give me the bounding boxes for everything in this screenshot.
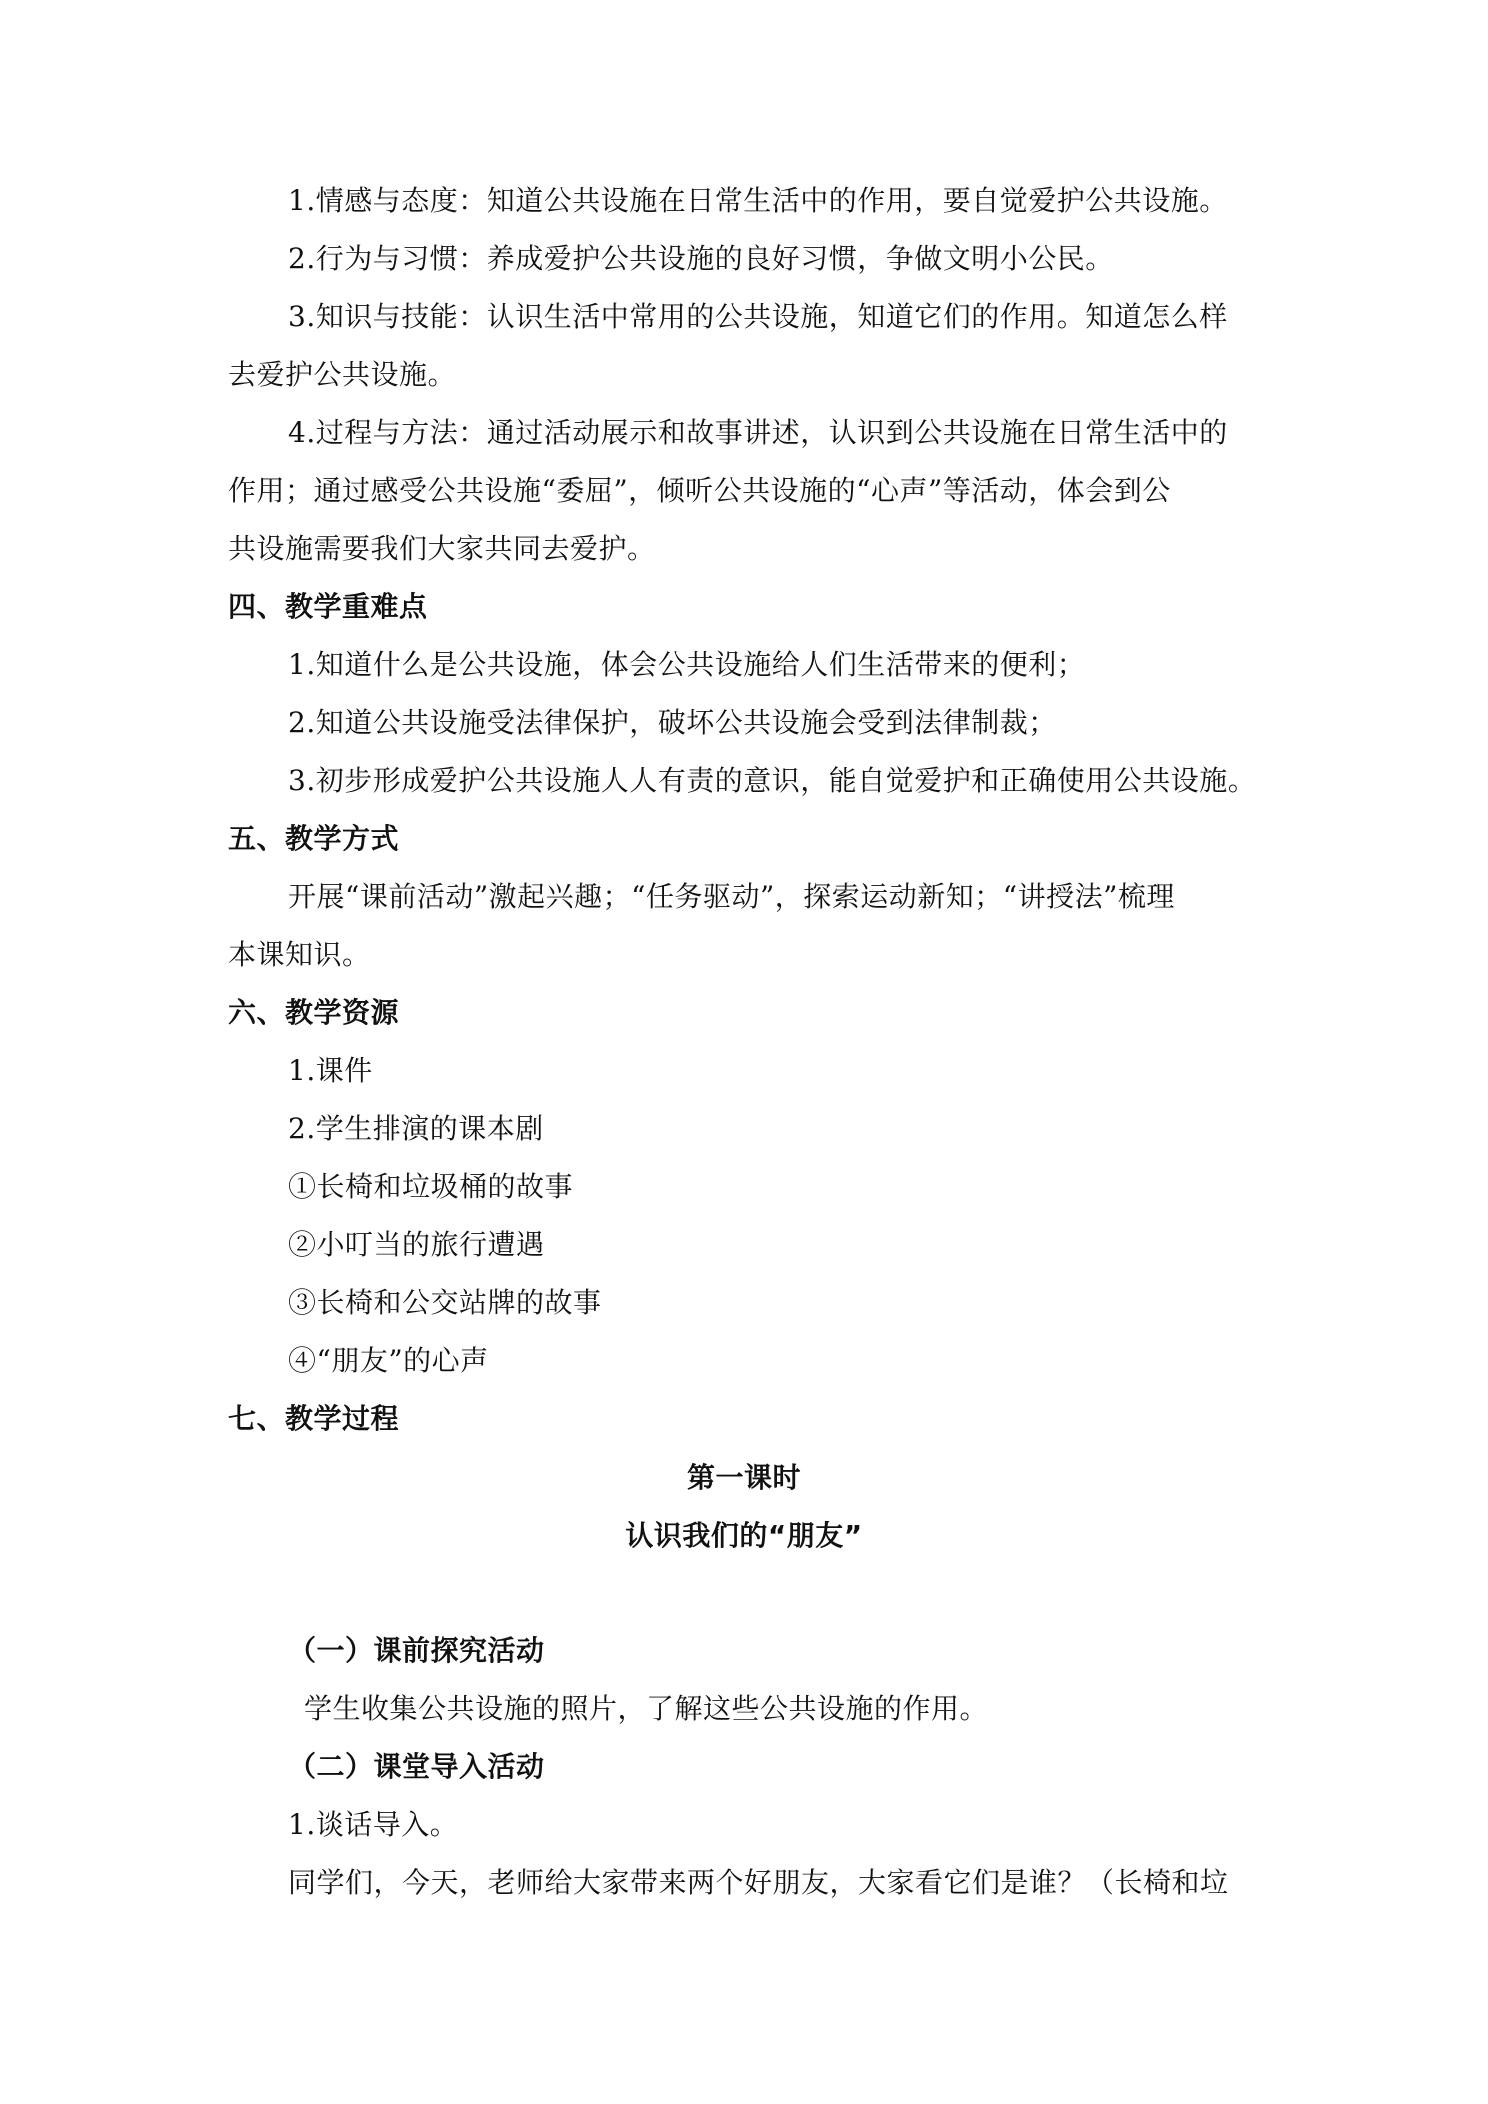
- lesson-title: 第一课时: [686, 1461, 801, 1494]
- objective-item-3-line-1: 3.知识与技能：认识生活中常用的公共设施，知道它们的作用。知道怎么样: [288, 300, 1228, 333]
- resource-item-2: 2.学生排演的课本剧: [288, 1112, 544, 1145]
- objective-item-4-line-1: 4.过程与方法：通过活动展示和故事讲述，认识到公共设施在日常生活中的: [288, 416, 1228, 449]
- part-1-text: 学生收集公共设施的照片，了解这些公共设施的作用。: [304, 1692, 989, 1725]
- part-2-item-1: 1.谈话导入。: [288, 1808, 459, 1841]
- part-2-text: 同学们，今天，老师给大家带来两个好朋友，大家看它们是谁？（长椅和垃: [288, 1866, 1229, 1899]
- teaching-method-line-1: 开展“课前活动”激起兴趣；“任务驱动”，探索运动新知；“讲授法”梳理: [288, 880, 1175, 913]
- key-point-1: 1.知道什么是公共设施，体会公共设施给人们生活带来的便利；: [288, 648, 1086, 681]
- objective-item-2: 2.行为与习惯：养成爱护公共设施的良好习惯，争做文明小公民。: [288, 242, 1114, 275]
- key-point-2: 2.知道公共设施受法律保护，破坏公共设施会受到法律制裁；: [288, 706, 1057, 739]
- section-5-heading: 五、教学方式: [228, 822, 400, 855]
- play-item-3: ③长椅和公交站牌的故事: [288, 1286, 602, 1319]
- objective-item-4-line-3: 共设施需要我们大家共同去爱护。: [228, 532, 656, 565]
- resource-item-1: 1.课件: [288, 1054, 373, 1087]
- play-item-4: ④“朋友”的心声: [288, 1344, 489, 1377]
- teaching-method-line-2: 本课知识。: [228, 938, 371, 971]
- section-6-heading: 六、教学资源: [228, 996, 400, 1029]
- objective-item-4-line-2: 作用；通过感受公共设施“委屈”，倾听公共设施的“心声”等活动，体会到公: [228, 474, 1171, 507]
- key-point-3: 3.初步形成爱护公共设施人人有责的意识，能自觉爱护和正确使用公共设施。: [288, 764, 1257, 797]
- section-7-heading: 七、教学过程: [228, 1402, 400, 1435]
- objective-item-3-line-2: 去爱护公共设施。: [228, 358, 457, 391]
- objective-item-1: 1.情感与态度：知道公共设施在日常生活中的作用，要自觉爱护公共设施。: [288, 184, 1228, 217]
- section-4-heading: 四、教学重难点: [228, 590, 428, 623]
- part-2-heading: （二）课堂导入活动: [288, 1750, 545, 1783]
- lesson-subtitle: 认识我们的“朋友”: [625, 1519, 863, 1552]
- part-1-heading: （一）课前探究活动: [288, 1634, 545, 1667]
- play-item-2: ②小叮当的旅行遭遇: [288, 1228, 545, 1261]
- play-item-1: ①长椅和垃圾桶的故事: [288, 1170, 574, 1203]
